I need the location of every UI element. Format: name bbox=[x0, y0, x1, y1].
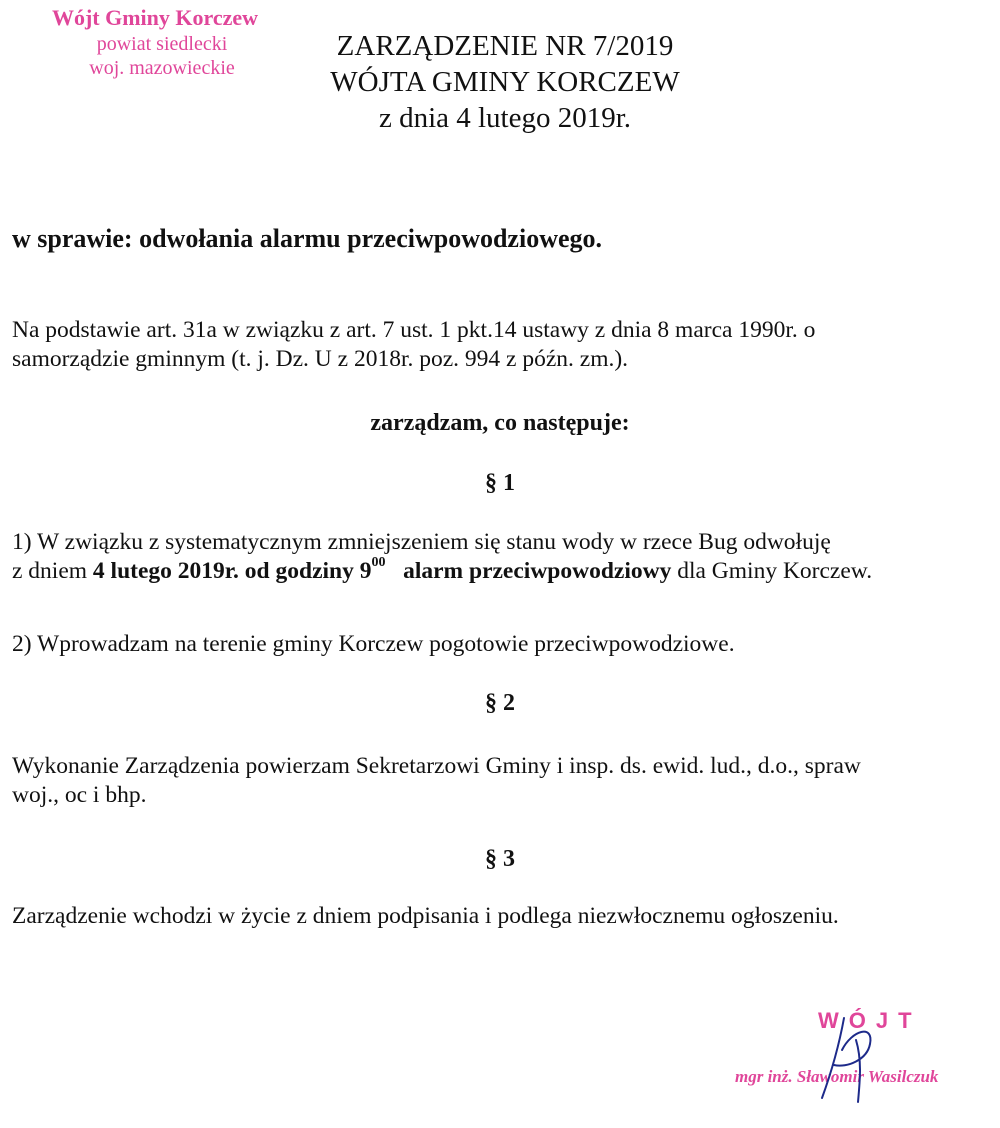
office-stamp bbox=[30, 4, 280, 80]
section-1-item-2: 2) Wprowadzam na terenie gminy Korczew pogotowie przeciwpowodziowe. bbox=[12, 631, 735, 657]
section-1-heading: § 1 bbox=[485, 470, 515, 496]
entry-into-force-clause: Zarządzenie wchodzi w życie z dniem podpisania i podlega niezwłocznemu ogłoszeniu. bbox=[12, 903, 839, 929]
header-issuer: WÓJTA GMINY KORCZEW bbox=[330, 66, 680, 98]
item-1-date: 4 lutego 2019r. od godziny 9 bbox=[92, 558, 372, 584]
stamp-line-2: powiat siedlecki bbox=[96, 33, 228, 55]
handwritten-signature bbox=[812, 1010, 892, 1105]
item-1-prefix: z dniem bbox=[12, 558, 93, 584]
section-1-item-1 bbox=[12, 528, 992, 586]
decision-heading: zarządzam, co następuje: bbox=[370, 410, 630, 436]
legal-basis-line-1: Na podstawie art. 31a w związku z art. 7 ust. 1 pkt.14 ustawy z dnia 8 marca 1990r. o bbox=[12, 317, 816, 343]
document-subject: w sprawie: odwołania alarmu przeciwpowodziowego. bbox=[12, 224, 603, 253]
stamp-line-1: Wójt Gminy Korczew bbox=[51, 5, 259, 30]
execution-clause bbox=[12, 752, 987, 810]
section-3-heading: § 3 bbox=[485, 846, 515, 872]
section-2-heading: § 2 bbox=[485, 690, 515, 716]
document-header bbox=[290, 28, 720, 136]
legal-basis bbox=[12, 316, 972, 374]
execution-line-2: woj., oc i bhp. bbox=[12, 782, 147, 808]
legal-basis-line-2: samorządzie gminnym (t. j. Dz. U z 2018r. poz. 994 z późn. zm.). bbox=[12, 346, 629, 372]
item-1-suffix: dla Gminy Korczew. bbox=[671, 558, 873, 584]
header-title: ZARZĄDZENIE NR 7/2019 bbox=[336, 30, 674, 62]
item-1-line-1: 1) W związku z systematycznym zmniejszeniem się stanu wody w rzece Bug odwołuję bbox=[12, 529, 831, 555]
item-1-hour-superscript: 00 bbox=[371, 555, 386, 570]
item-1-line-2 bbox=[12, 557, 992, 586]
signature-name: mgr inż. Sławomir Wasilczuk bbox=[735, 1067, 939, 1086]
item-1-alarm: alarm przeciwpowodziowy bbox=[403, 558, 672, 584]
signature-title: WÓJT bbox=[818, 1008, 922, 1033]
execution-line-1: Wykonanie Zarządzenia powierzam Sekretarzowi Gminy i insp. ds. ewid. lud., d.o., spraw bbox=[12, 753, 861, 779]
stamp-line-3: woj. mazowieckie bbox=[89, 57, 235, 79]
header-date: z dnia 4 lutego 2019r. bbox=[378, 102, 632, 134]
